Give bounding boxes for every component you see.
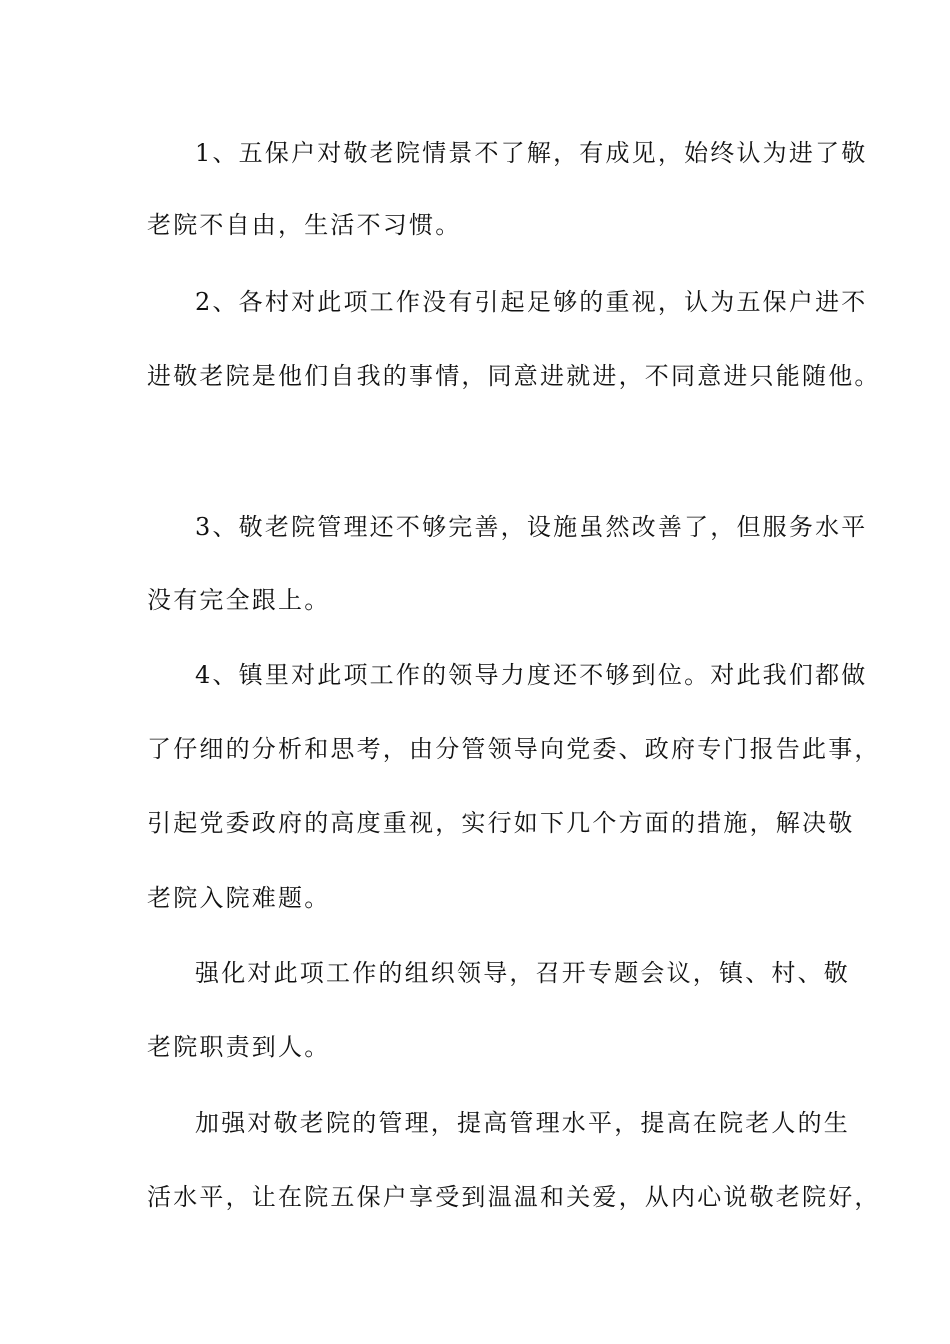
paragraph-1-line-1: 1、五保户对敬老院情景不了解，有成见，始终认为进了敬 (195, 139, 868, 167)
paragraph-4-line-1: 4、镇里对此项工作的领导力度还不够到位。对此我们都做 (195, 661, 868, 689)
paragraph-4-line-2: 了仔细的分析和思考，由分管领导向党委、政府专门报告此事， (147, 735, 881, 763)
paragraph-2-line-1: 2、各村对此项工作没有引起足够的重视，认为五保户进不 (195, 288, 868, 316)
paragraph-4-line-4: 老院入院难题。 (147, 884, 331, 912)
paragraph-2-line-2: 进敬老院是他们自我的事情，同意进就进，不同意进只能随他。 (147, 362, 881, 390)
paragraph-1-line-2: 老院不自由，生活不习惯。 (147, 211, 462, 239)
paragraph-3-line-1: 3、敬老院管理还不够完善，设施虽然改善了，但服务水平 (195, 513, 868, 541)
paragraph-3-line-2: 没有完全跟上。 (147, 586, 331, 614)
paragraph-4-line-3: 引起党委政府的高度重视，实行如下几个方面的措施，解决敬 (147, 809, 855, 837)
paragraph-6-line-1: 加强对敬老院的管理，提高管理水平，提高在院老人的生 (195, 1109, 850, 1137)
paragraph-6-line-2: 活水平，让在院五保户享受到温温和关爱，从内心说敬老院好， (147, 1183, 881, 1211)
paragraph-5-line-1: 强化对此项工作的组织领导，召开专题会议，镇、村、敬 (195, 959, 850, 987)
paragraph-5-line-2: 老院职责到人。 (147, 1033, 331, 1061)
